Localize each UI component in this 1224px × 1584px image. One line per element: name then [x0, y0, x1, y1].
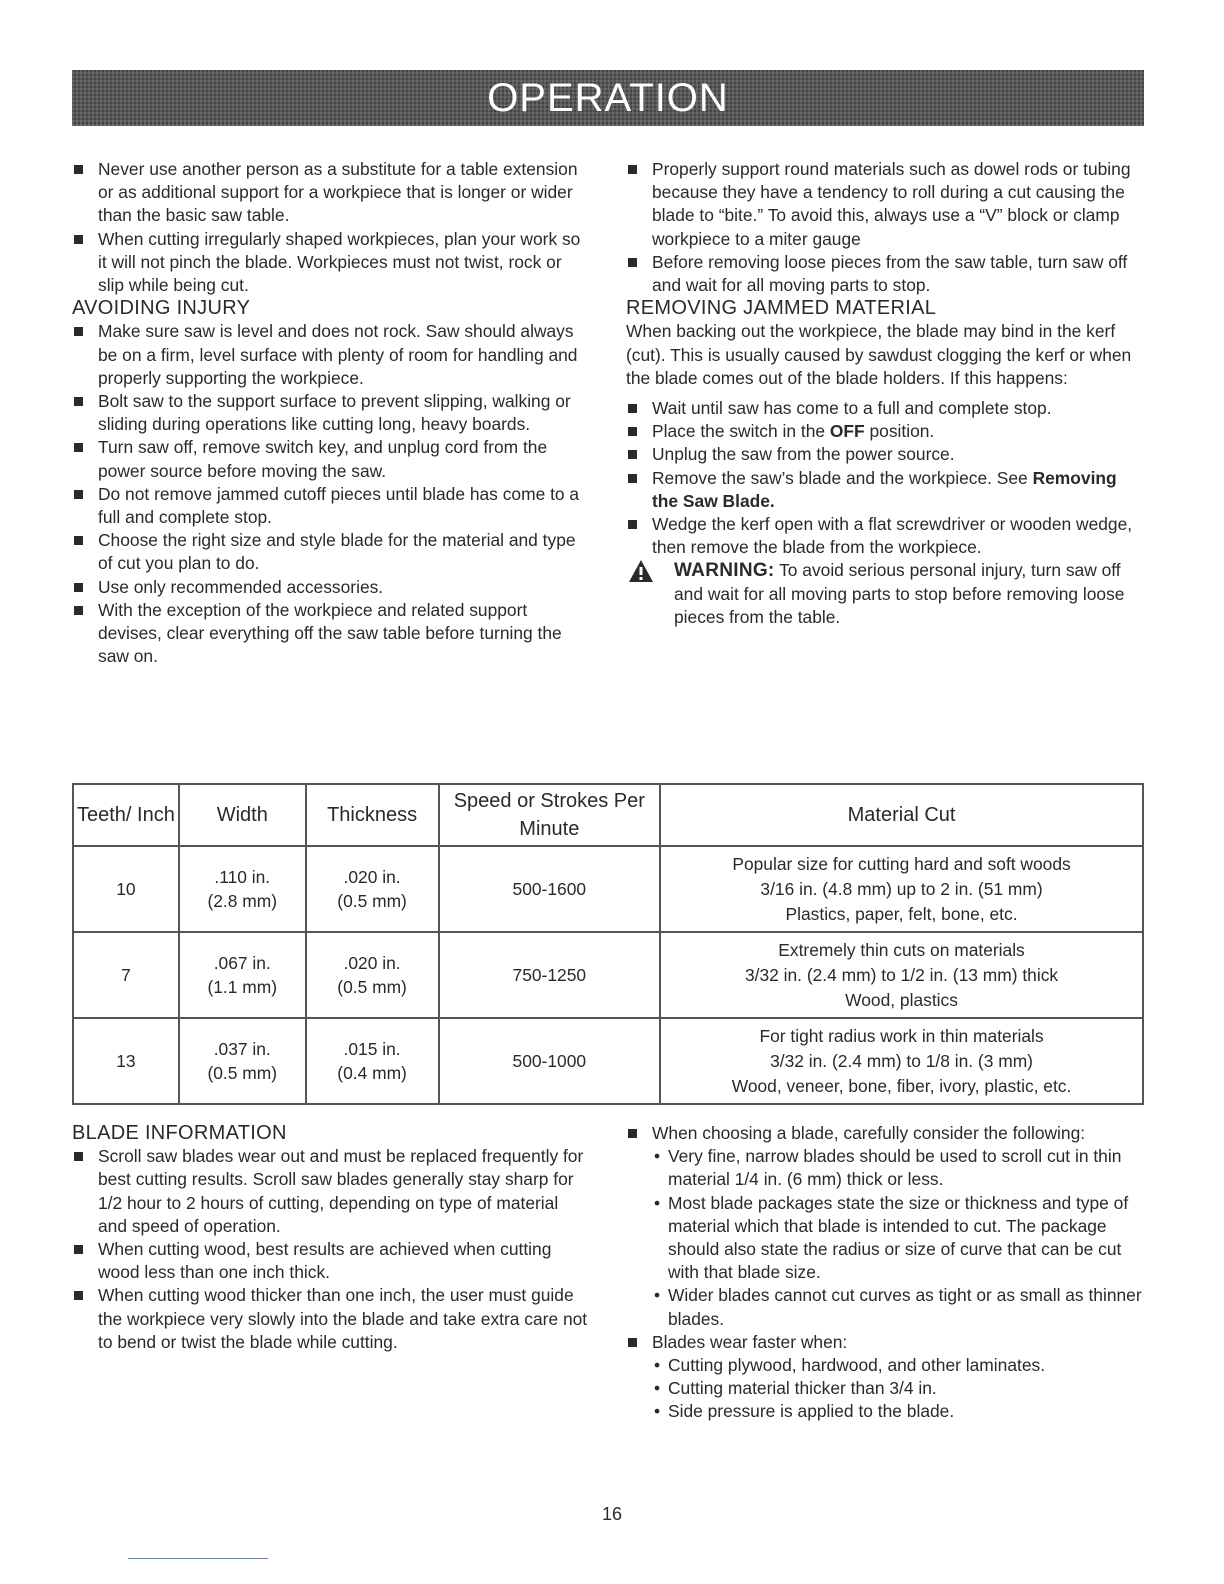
sub-item: • Very fine, narrow blades should be used to scroll cut in thin material 1/4 in. (6 mm) thick or less. [652, 1145, 1144, 1191]
thickness-cell [306, 846, 439, 932]
section-banner [72, 70, 1144, 126]
material-cell [660, 1018, 1143, 1104]
cross-reference: Removing the Saw Blade. [652, 467, 1117, 511]
footer-rule [128, 1558, 268, 1559]
item-text: position. [864, 421, 935, 442]
wear-lead: Blades wear faster when: [652, 1331, 848, 1352]
material-line: Wood, veneer, bone, fiber, ivory, plastic, etc. [731, 1076, 1072, 1096]
width-cell [179, 1018, 306, 1104]
thickness-mm: (0.4 mm) [337, 1063, 407, 1083]
material-cell [660, 932, 1143, 1018]
table-header-row [73, 784, 1143, 846]
warning-label: WARNING: [674, 560, 775, 582]
list-item [626, 1331, 1144, 1424]
teeth-cell: 7 [73, 932, 179, 1018]
sub-item: • Most blade packages state the size or thickness and type of material which that blade is intended to cut. The package should also state the radius or size of curve that can be cut with that blade size. [652, 1192, 1144, 1285]
sub-item: • Wider blades cannot cut curves as tight or as small as thinner blades. [652, 1284, 1144, 1330]
col-header-width: Width [179, 784, 306, 846]
table-row [73, 1018, 1143, 1104]
avoiding-injury-heading: AVOIDING INJURY [72, 297, 251, 320]
sub-item: • Cutting material thicker than 3/4 in. [652, 1377, 1144, 1400]
width-in: .067 in. [213, 953, 271, 973]
thickness-cell [306, 1018, 439, 1104]
material-line: 3/16 in. (4.8 mm) up to 2 in. (51 mm) [760, 879, 1043, 899]
list-item: Wedge the kerf open with a flat screwdriver or wooden wedge, then remove the blade from the workpiece. [626, 513, 1144, 559]
width-in: .037 in. [213, 1039, 271, 1059]
list-item: Choose the right size and style blade for the material and type of cut you plan to do. [72, 529, 592, 575]
thickness-in: .020 in. [343, 867, 401, 887]
sub-item: • Side pressure is applied to the blade. [652, 1400, 1144, 1423]
blade-info-heading: BLADE INFORMATION [72, 1122, 287, 1144]
material-line: 3/32 in. (2.4 mm) to 1/8 in. (3 mm) [770, 1051, 1033, 1071]
width-cell [179, 846, 306, 932]
list-item: Scroll saw blades wear out and must be replaced frequently for best cutting results. Scroll saw blades generally stay sharp for 1/2 hour to 2 hours of cutting, depending on type of material and speed of operation. [72, 1145, 592, 1238]
width-in: .110 in. [214, 867, 271, 887]
list-item: Before removing loose pieces from the saw table, turn saw off and wait for all moving parts to stop. [626, 251, 1144, 297]
page-number: 16 [601, 1504, 623, 1524]
material-line: Plastics, paper, felt, bone, etc. [785, 904, 1018, 924]
material-line: Popular size for cutting hard and soft woods [732, 854, 1071, 874]
list-item [626, 1122, 1144, 1331]
list-item: Properly support round materials such as dowel rods or tubing because they have a tendency to roll during a cut causing the blade to “bite.” To avoid this, always use a “V” block or clamp workpiece to a miter gauge [626, 158, 1144, 251]
speed-cell: 500-1000 [439, 1018, 661, 1104]
item-text: Remove the saw’s blade and the workpiece. See [652, 467, 1033, 488]
warning-triangle-icon [628, 559, 654, 583]
warning-block [626, 559, 1144, 629]
col-header-thickness: Thickness [306, 784, 439, 846]
width-cell [179, 932, 306, 1018]
list-item: Use only recommended accessories. [72, 576, 592, 599]
sub-item: • Cutting plywood, hardwood, and other laminates. [652, 1354, 1144, 1377]
col-header-teeth: Teeth/ Inch [73, 784, 179, 846]
blade-spec-table [72, 783, 1144, 1105]
width-mm: (2.8 mm) [207, 891, 278, 911]
thickness-cell [306, 932, 439, 1018]
list-item: When cutting wood, best results are achieved when cutting wood less than one inch thick. [72, 1238, 592, 1284]
section-title: OPERATION [487, 76, 729, 120]
list-item [626, 420, 1144, 443]
list-item: Unplug the saw from the power source. [626, 443, 1144, 466]
width-mm: (1.1 mm) [207, 977, 278, 997]
thickness-mm: (0.5 mm) [337, 977, 407, 997]
list-item: With the exception of the workpiece and related support devises, clear everything off the saw table before turning the saw on. [72, 599, 592, 669]
left-column-top [72, 158, 592, 668]
col-header-speed: Speed or Strokes Per Minute [439, 784, 661, 846]
material-line: 3/32 in. (2.4 mm) to 1/2 in. (13 mm) thick [744, 965, 1059, 985]
thickness-in: .015 in. [343, 1039, 401, 1059]
list-item [626, 467, 1144, 513]
width-mm: (0.5 mm) [207, 1063, 278, 1083]
list-item: Do not remove jammed cutoff pieces until blade has come to a full and complete stop. [72, 483, 592, 529]
teeth-cell: 10 [73, 846, 179, 932]
jammed-intro: When backing out the workpiece, the blade may bind in the kerf (cut). This is usually caused by sawdust clogging the kerf or when the blade comes out of the blade holders. If this happens: [626, 321, 1132, 388]
choosing-lead: When choosing a blade, carefully consider the following: [652, 1123, 1086, 1143]
list-item: Never use another person as a substitute for a table extension or as additional support for a workpiece that is longer or wider than the basic saw table. [72, 158, 592, 228]
speed-cell: 500-1600 [439, 846, 661, 932]
material-line: Extremely thin cuts on materials [778, 940, 1025, 960]
right-column-bottom [626, 1122, 1144, 1424]
list-item: Turn saw off, remove switch key, and unplug cord from the power source before moving the saw. [72, 436, 592, 482]
list-item: When cutting wood thicker than one inch, the user must guide the workpiece very slowly into the blade and take extra care not to bend or twist the blade while cutting. [72, 1284, 592, 1354]
col-header-material: Material Cut [660, 784, 1143, 846]
off-label: OFF [829, 421, 865, 442]
teeth-cell: 13 [73, 1018, 179, 1104]
speed-cell: 750-1250 [439, 932, 661, 1018]
warning-text: To avoid serious personal injury, turn saw off and wait for all moving parts to stop before removing loose pieces from the table. [674, 560, 1125, 627]
list-item: Make sure saw is level and does not rock. Saw should always be on a firm, level surface with plenty of room for handling and properly supporting the workpiece. [72, 320, 592, 390]
thickness-in: .020 in. [343, 953, 401, 973]
material-cell [660, 846, 1143, 932]
material-line: For tight radius work in thin materials [759, 1026, 1044, 1046]
item-text: Place the switch in the [652, 421, 830, 442]
list-item: Bolt saw to the support surface to prevent slipping, walking or sliding during operations like cutting long, heavy boards. [72, 390, 592, 436]
left-column-bottom [72, 1118, 592, 1354]
table-row [73, 932, 1143, 1018]
right-column-top [626, 158, 1144, 629]
removing-jammed-heading: REMOVING JAMMED MATERIAL [626, 297, 937, 320]
list-item: When cutting irregularly shaped workpieces, plan your work so it will not pinch the blade. Workpieces must not twist, rock or slip while being cut. [72, 228, 592, 298]
list-item: Wait until saw has come to a full and complete stop. [626, 397, 1144, 420]
material-line: Wood, plastics [845, 990, 958, 1010]
table-row [73, 846, 1143, 932]
thickness-mm: (0.5 mm) [337, 891, 407, 911]
